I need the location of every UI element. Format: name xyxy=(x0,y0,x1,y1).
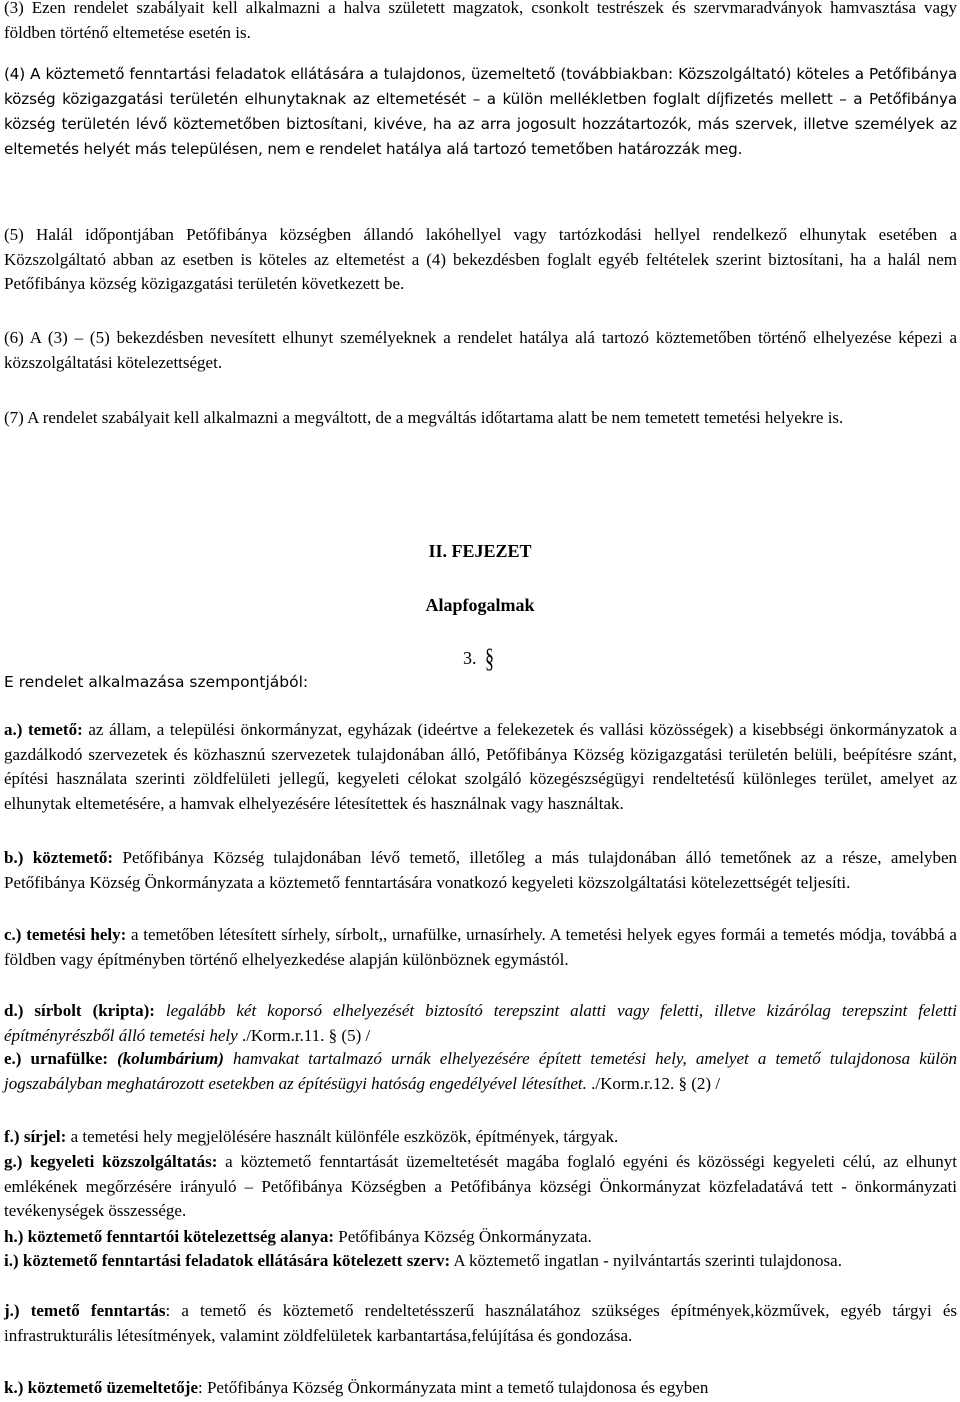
definition-b xyxy=(4,846,957,895)
definition-d xyxy=(4,999,957,1048)
definition-j xyxy=(4,1299,957,1348)
chapter-number: II. FEJEZET xyxy=(428,541,532,561)
paragraph-4 xyxy=(4,62,957,162)
paragraph-4-part-2: – a külön mellékletben foglalt díjfizetés mellett – a Petőfibánya község területén lévő köztemetőben biztosítani, kivéve, ha az arra jogosult hozzátartozók, más szervek, illetve személyek az eltemetés helyét más településen, nem e rendelet hatálya alá tartozó temetőben határozzák meg. xyxy=(4,90,957,158)
definition-e xyxy=(4,1047,957,1096)
definition-b-term: b.) köztemető: xyxy=(4,848,114,867)
definition-c-term: c.) temetési hely: xyxy=(4,925,127,944)
definition-f-term: f.) sírjel: xyxy=(4,1127,67,1146)
definition-h xyxy=(4,1225,957,1250)
definition-k xyxy=(4,1376,957,1401)
paragraph-3: (3) Ezen rendelet szabályait kell alkalmazni a halva született magzatok, csonkolt testrészek és szervmaradványok hamvasztása vagy földben történő eltemetése esetén is. xyxy=(4,0,957,42)
definition-e-term-italic: (kolumbárium) xyxy=(117,1049,224,1068)
definition-i-text: A köztemető ingatlan - nyilvántartás szerinti tulajdonosa. xyxy=(453,1251,842,1270)
definition-a-term: a.) temető: xyxy=(4,720,83,739)
definition-e-section-symbol: § xyxy=(678,1073,687,1093)
paragraph-7: (7) A rendelet szabályait kell alkalmazni a megváltott, de a megváltás időtartama alatt be nem temetett temetési helyekre is. xyxy=(4,408,844,427)
definition-f xyxy=(4,1125,957,1150)
definition-c-text: a temetőben létesített sírhely, sírbolt,, urnafülke, urnasírhely. A temetési helyek egyes formái a temetés módja, továbbá a földben vagy építményben történő elhelyezkedése alapján különböznek egymástól. xyxy=(4,925,957,969)
chapter-title: Alapfogalmak xyxy=(425,595,535,615)
definition-h-text: Petőfibánya Község Önkormányzata. xyxy=(338,1227,592,1246)
paragraph-6: (6) A (3) – (5) bekezdésben nevesített elhunyt személyeknek a rendelet hatálya alá tartozó köztemetőben történő elhelyezése képezi a közszolgáltatási kötelezettséget. xyxy=(4,328,957,372)
definition-k-term: k.) köztemető üzemeltetője xyxy=(4,1378,198,1397)
definition-a xyxy=(4,718,957,816)
definition-a-text: az állam, a települési önkormányzat, egyházak (ideértve a felekezetek és vallási közösségek) a kisebbségi önkormányzatok a gazdálkodó szervezetek és közhasznú szervezetek tulajdonában álló, Petőfibánya Község közigazgatási területén belüli, beépítésre szánt, építési használata szerinti zöldfelületi jellegű, kegyeleti célokat szolgáló közegészségügyi rendeltetésű különleges terület, amelyet az elhunytak eltemetésére, a hamvak elhelyezésére létesítettek és használnak vagy használtak. xyxy=(4,720,958,813)
paragraph-5: (5) Halál időpontjában Petőfibánya községben állandó lakóhellyel vagy tartózkodási hellyel rendelkező elhunytak esetében a Közszolgáltató abban az esetben is köteles az eltemetést a (4) bekezdésben foglalt egyéb feltételek szerint biztosítani, ha a halál nem Petőfibánya község közigazgatási területén következett be. xyxy=(4,225,957,294)
definition-d-reference-tail: (5) / xyxy=(341,1025,371,1045)
definition-e-reference: ./Korm.r.12. xyxy=(591,1073,675,1093)
definition-d-reference: ./Korm.r.11. xyxy=(241,1025,325,1045)
paragraph-4-part-1: (4) A köztemető fenntartási feladatok ellátására a tulajdonos, üzemeltető (továbbiakban: Közszolgáltató) köteles a Petőfibánya község közigazgatási területén elhunytaknak az eltemetését xyxy=(4,65,957,108)
definition-h-term: h.) köztemető fenntartói kötelezettség alanya: xyxy=(4,1227,334,1246)
definition-j-text: : a temető és köztemető rendeltetésszerű használatához szükséges építmények,közművek, egyéb tárgyi és infrastrukturális létesítmények, valamint zöldfelületek karbantartása,felújítása és gondozása. xyxy=(4,1301,957,1345)
definition-g-text: a köztemető fenntartását üzemeltetését magába foglaló egyéni és közösségi kegyeleti célú, az elhunyt emlékének megőrzésére irányuló – Petőfibánya Községben a Petőfibánya községi Önkormányzat közfeladatává tett - önkormányzati tevékenységek összessége. xyxy=(4,1152,957,1221)
definition-i-term: i.) köztemető fenntartási feladatok ellátására kötelezett szerv: xyxy=(4,1251,451,1270)
definition-b-text: Petőfibánya Község tulajdonában lévő temető, illetőleg a más tulajdonában álló temetőnek az a része, amelyben Petőfibánya Község Önkormányzata a köztemető fenntartására vonatkozó kegyeleti közszolgáltatási kötelezettségét teljesíti. xyxy=(4,848,957,892)
definition-k-text: : Petőfibánya Község Önkormányzata mint a temető tulajdonosa és egyben xyxy=(198,1378,709,1397)
section-number-text: 3. xyxy=(463,648,477,668)
section-number xyxy=(463,642,494,673)
definition-e-term: e.) urnafülke: xyxy=(4,1049,109,1068)
section-symbol: § xyxy=(485,642,494,673)
definition-d-text: legalább két koporsó elhelyezését biztosító terepszint alatti vagy feletti, illetve kizárólag terepszint feletti építményrészből álló temetési hely xyxy=(4,1001,957,1045)
definitions-intro: E rendelet alkalmazása szempontjából: xyxy=(4,673,309,691)
definition-c xyxy=(4,923,957,972)
definition-d-term: d.) sírbolt (kripta): xyxy=(4,1001,155,1020)
definition-g xyxy=(4,1150,957,1224)
definition-e-reference-tail: (2) / xyxy=(691,1073,721,1093)
definition-d-section-symbol: § xyxy=(328,1025,338,1045)
definition-i xyxy=(4,1249,957,1274)
definition-f-text: a temetési hely megjelölésére használt különféle eszközök, építmények, tárgyak. xyxy=(70,1127,619,1146)
definition-e-text: hamvakat tartalmazó urnák elhelyezésére épített temetési hely, amelyet a temető tulajdonosa külön jogszabályban meghatározott esetekben az építésügyi hatóság engedélyével létesíthet. xyxy=(4,1049,958,1093)
definition-j-term: j.) temető fenntartás xyxy=(4,1301,166,1320)
definition-g-term: g.) kegyeleti közszolgáltatás: xyxy=(4,1152,218,1171)
